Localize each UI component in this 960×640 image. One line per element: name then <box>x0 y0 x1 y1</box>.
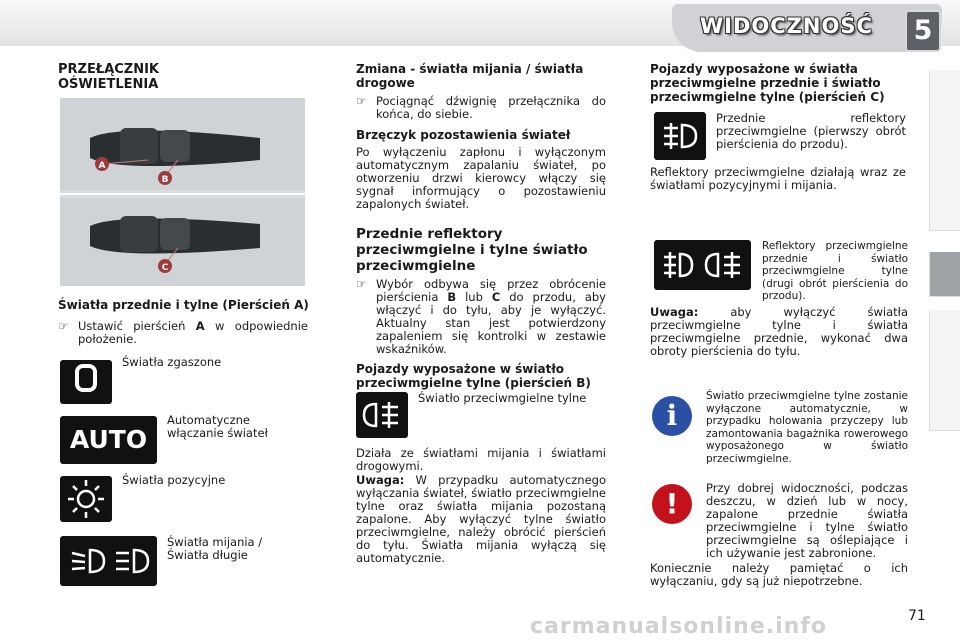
text-buzzer: Po wyłączeniu zapłonu i wyłączonym automatycznym zapalaniu świateł, po otworzeniu drzwi kierowcy włączy się sygnał informujący o pozostawieniu zapalonych świateł. <box>356 145 606 211</box>
info-text: Światło przeciwmgielne tylne zostanie wyłączone automatycznie, w przypadku holowania przyczepy lub zamontowania bagażnika rowerowego wyposażonego w światło przeciwmgielne. <box>706 390 908 465</box>
position-lights-icon <box>60 476 112 522</box>
lighting-stalk-image <box>60 98 305 286</box>
heading-buzzer: Brzęczyk pozostawienia świateł <box>356 128 571 142</box>
text-rear-fog: Działa ze światłami mijania i światłami drogowymi. <box>356 446 606 473</box>
page-number: 71 <box>908 608 926 624</box>
side-tab <box>929 150 960 191</box>
bullet-icon: ☞ <box>356 277 367 291</box>
rear-fog-icon <box>356 392 408 438</box>
front-rear-fog-icon <box>654 240 751 290</box>
side-tab <box>929 390 960 431</box>
warning-text: Przy dobrej widoczności, podczas deszczu, w dzień lub w nocy, zapalone przednie światła przeciwmgielne i tylne światło przeciwmgielne są oślepiające i ich używanie jest zabronione. <box>706 481 908 560</box>
note-front-fog: Uwaga: aby wyłączyć światła przeciwmgielne tylne i światła przeciwmgielne przednie, wykonać dwa obroty pierścienia do tyłu. <box>650 305 908 358</box>
headlamp-beam-icon <box>60 536 157 586</box>
warning-text-2: Koniecznie należy pamiętać o ich wyłączaniu, gdy są już niepotrzebne. <box>650 561 908 588</box>
heading-front-fog: Pojazdy wyposażone w światła przeciwmgielne przednie i światło przeciwmgielne tylne (pierścień C) <box>650 62 885 104</box>
bullet-dip-main: ☞ Pociągnąć dźwignię przełącznika do końca, do siebie. <box>356 94 606 121</box>
side-tab <box>929 190 960 231</box>
svg-text:A: A <box>98 161 106 171</box>
warning-icon: ! <box>652 484 692 524</box>
bullet-fog: ☞ Wybór odbywa się przez obrócenie pierścienia B lub C do przodu, aby włączyć i do tyłu, aby je wyłączyć. Aktualny stan jest potwierdzony zapaleniem się kontrolki w zestawie wskaźników. <box>356 277 606 356</box>
text-front-fog: Reflektory przeciwmgielne działają wraz ze światłami pozycyjnymi i mijania. <box>650 165 906 192</box>
label-position: Światła pozycyjne <box>122 473 226 487</box>
side-tab-active <box>929 252 960 297</box>
chapter-number: 5 <box>905 10 941 52</box>
auto-icon: AUTO <box>60 416 157 464</box>
svg-text:B: B <box>161 175 169 185</box>
heading-rear-fog: Pojazdy wyposażone w światło przeciwmgielne tylne (pierścień B) <box>356 362 591 390</box>
label-front-fog: Przednie reflektory przeciwmgielne (pierwszy obrót pierścienia do przodu). <box>716 111 906 151</box>
instruction: ☞ Ustawić pierścień A w odpowiednie położenie. <box>58 319 308 346</box>
info-icon: i <box>652 396 692 436</box>
label-auto: Automatyczne włączanie świateł <box>167 413 268 440</box>
side-tab <box>929 310 960 351</box>
switch-illustration <box>60 98 305 286</box>
side-tab <box>929 110 960 151</box>
heading-fog: Przednie reflektory przeciwmgielne i tylne światło przeciwmgielne <box>356 226 588 274</box>
front-fog-icon <box>654 112 706 160</box>
heading-dip-main: Zmiana - światła mijania / światła drogowe <box>356 62 584 90</box>
side-tab <box>929 70 960 111</box>
lights-off-icon <box>60 360 112 404</box>
label-beams: Światła mijania / Światła długie <box>167 535 263 562</box>
note-rear-fog: Uwaga: W przypadku automatycznego wyłączania świateł, światło przeciwmgielne tylne oraz światła mijania pozostaną zapalone. Aby wyłączyć tylne światło przeciwmgielne, należy obrócić pierścień do tyłu. Światła mijania wyłączą się automatycznie. <box>356 473 606 565</box>
bullet-icon: ☞ <box>58 319 69 333</box>
label-rear-fog: Światło przeciwmgielne tylne <box>418 391 587 405</box>
chapter-title: WIDOCZNOŚĆ <box>700 14 873 38</box>
bullet-icon: ☞ <box>356 94 367 108</box>
subsection-heading: Światła przednie i tylne (Pierścień A) <box>58 298 309 312</box>
side-tab <box>929 350 960 391</box>
label-lights-off: Światła zgaszone <box>122 355 222 369</box>
label-front-rear-fog: Reflektory przeciwmgielne przednie i światło przeciwmgielne tylne (drugi obrót pierścienia do przodu). <box>762 240 908 302</box>
svg-text:C: C <box>161 263 169 273</box>
watermark: carmanualsonline.info <box>530 614 827 639</box>
section-heading: PRZEŁĄCZNIK OŚWIETLENIA <box>58 62 160 92</box>
